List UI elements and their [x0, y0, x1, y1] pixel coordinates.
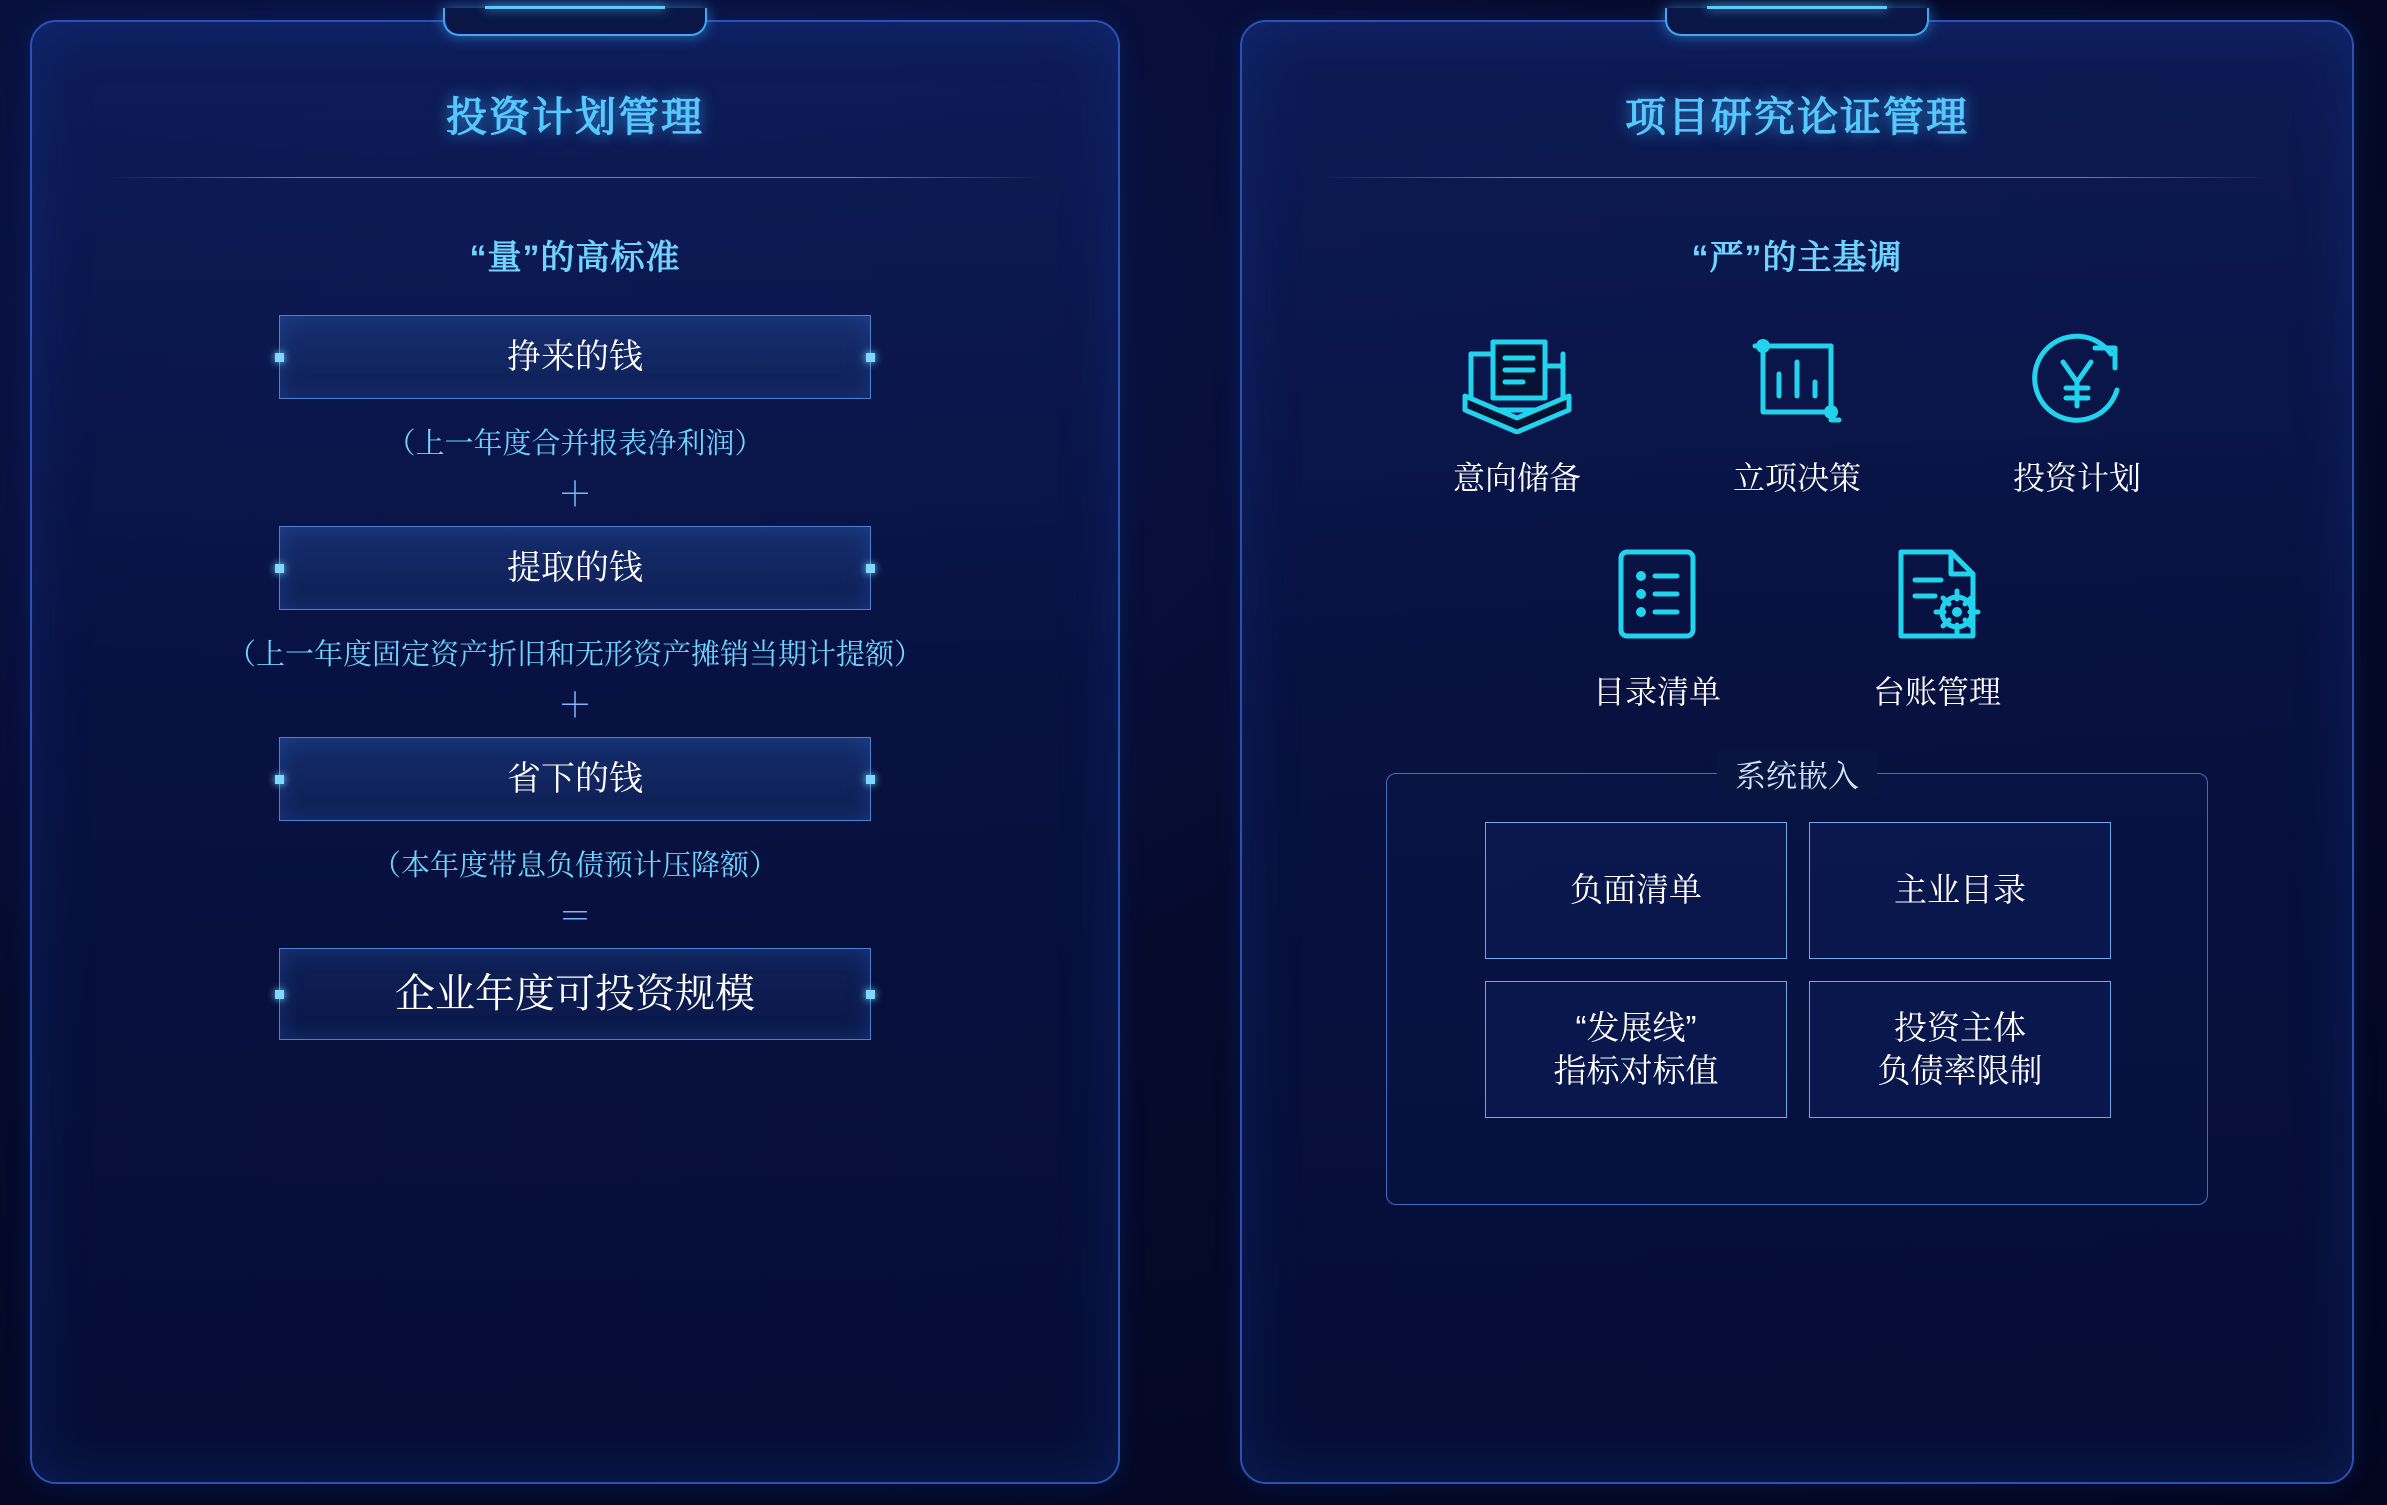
embed-item-main-business-catalog[interactable] [1809, 822, 2111, 959]
capability-label: 立项决策 [1732, 460, 1861, 497]
panel-investment-plan [30, 20, 1120, 1484]
capability-item-intent-reserve[interactable] [1407, 319, 1627, 499]
connector-dot [866, 353, 875, 362]
embed-item-line2: 指标对标值 [1553, 1051, 1719, 1089]
embed-item-label-multiline [1878, 1007, 2043, 1091]
right-panel-title: 项目研究论证管理 [1625, 94, 1969, 140]
connector-dot [275, 775, 284, 784]
panel-project-research [1240, 20, 2354, 1484]
formula-box-label: 省下的钱 [507, 760, 643, 799]
embed-item-development-line[interactable] [1485, 981, 1787, 1118]
capability-label: 台账管理 [1872, 674, 2001, 711]
formula-operator-1: ＋ [558, 476, 592, 515]
capability-label: 投资计划 [2012, 460, 2141, 497]
formula-box-result[interactable] [279, 948, 871, 1040]
left-panel-title: 投资计划管理 [446, 94, 704, 140]
left-title-divider [108, 177, 1042, 178]
capability-label: 目录清单 [1592, 674, 1721, 711]
folder-document-icon [1407, 319, 1627, 439]
formula-box-label: 提取的钱 [507, 549, 643, 588]
formula-operator-3: ＝ [558, 898, 592, 937]
formula-operator-2: ＋ [558, 687, 592, 726]
panel-notch-left [443, 8, 707, 36]
embed-item-label: 主业目录 [1894, 871, 2026, 909]
formula-box-saved[interactable] [279, 737, 871, 821]
left-panel-subtitle: “量”的高标准 [469, 239, 681, 278]
capability-item-ledger[interactable] [1827, 533, 2047, 713]
connector-dot [866, 564, 875, 573]
investment-formula-flow [32, 315, 1118, 1040]
formula-note-extracted: （上一年度固定资产折旧和无形资产摊销当期计提额） [226, 639, 923, 672]
capability-label: 意向储备 [1452, 460, 1581, 497]
formula-box-extracted[interactable] [279, 526, 871, 610]
system-embed-grid [1485, 822, 2109, 1118]
embed-item-line2: 负债率限制 [1877, 1051, 2043, 1089]
formula-note-earned: （上一年度合并报表净利润） [386, 428, 764, 461]
capability-item-catalog-list[interactable] [1547, 533, 1767, 713]
embed-item-label: 负面清单 [1570, 871, 1702, 909]
yen-refresh-icon [1967, 319, 2187, 439]
bar-chart-icon [1687, 319, 1907, 439]
connector-dot [275, 564, 284, 573]
formula-note-saved: （本年度带息负债预计压降额） [371, 850, 778, 883]
connector-dot [275, 353, 284, 362]
formula-box-label: 挣来的钱 [507, 338, 643, 377]
embed-item-line1: 投资主体 [1894, 1009, 2026, 1047]
capability-item-investment-plan[interactable] [1967, 319, 2187, 499]
system-embed-legend: 系统嵌入 [1717, 751, 1877, 796]
embed-item-negative-list[interactable] [1485, 822, 1787, 959]
document-gear-icon [1827, 533, 2047, 653]
connector-dot [866, 990, 875, 999]
embed-item-label-multiline [1554, 1007, 1719, 1091]
formula-result-label: 企业年度可投资规模 [395, 972, 755, 1017]
system-embed-group [1386, 759, 2208, 1205]
embed-item-debt-ratio-limit[interactable] [1809, 981, 2111, 1118]
capability-icon-grid [1397, 319, 2197, 747]
capability-item-decision[interactable] [1687, 319, 1907, 499]
connector-dot [866, 775, 875, 784]
connector-dot [275, 990, 284, 999]
right-panel-subtitle: “严”的主基调 [1691, 239, 1903, 278]
panel-notch-right [1665, 8, 1929, 36]
formula-box-earned[interactable] [279, 315, 871, 399]
checklist-icon [1547, 533, 1767, 653]
right-title-divider [1320, 177, 2275, 178]
embed-item-line1: “发展线” [1575, 1009, 1697, 1047]
